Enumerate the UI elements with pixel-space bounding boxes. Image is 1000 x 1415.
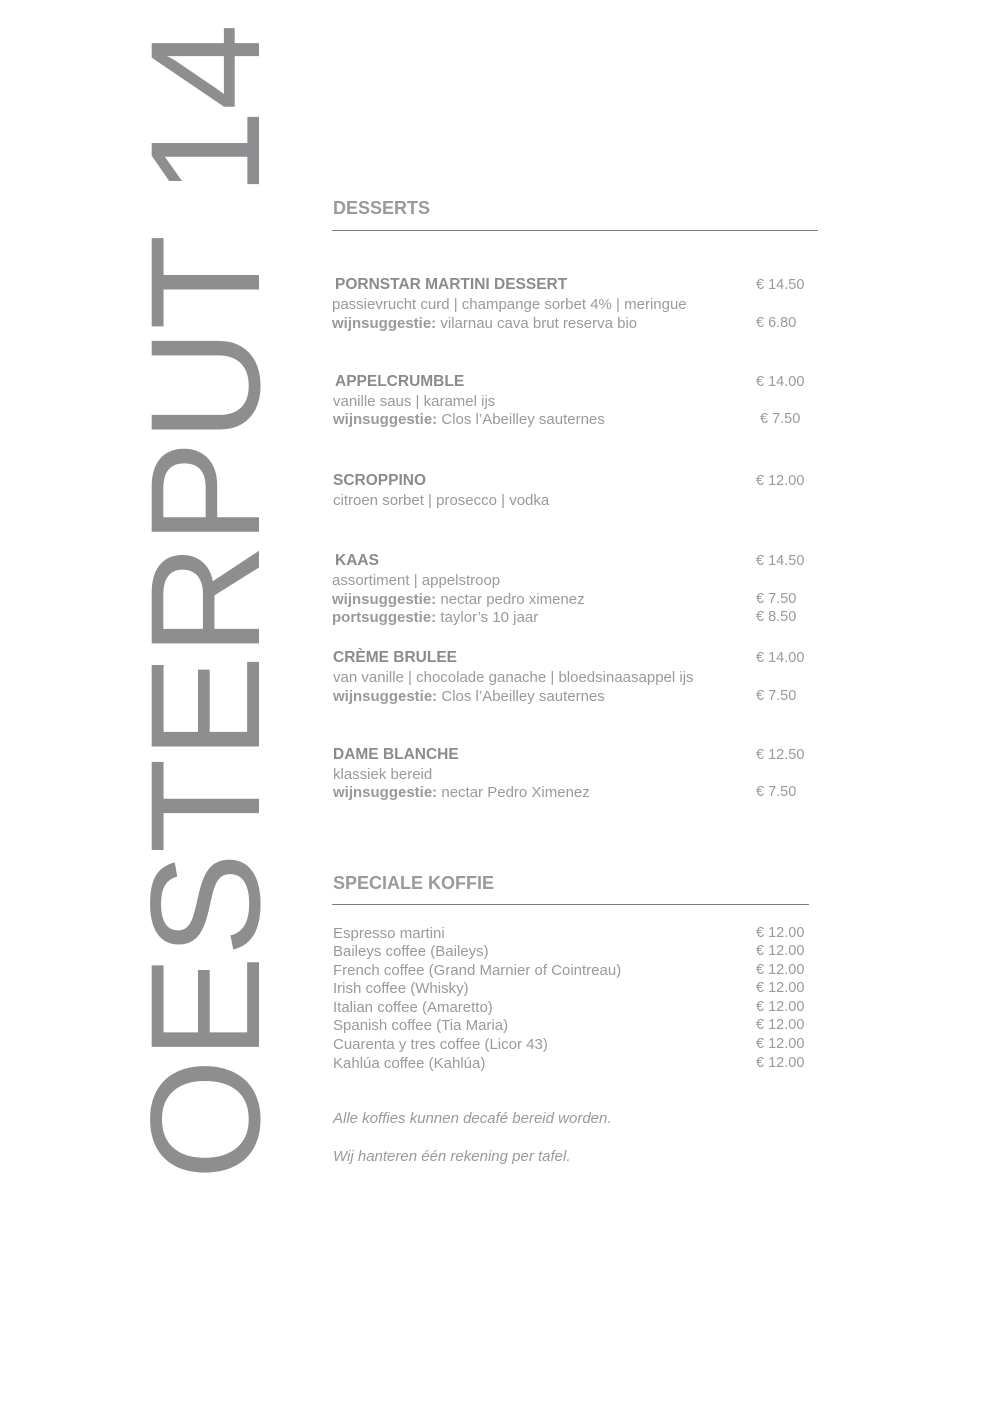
dish-price: € 14.00 <box>756 650 805 666</box>
coffee-name: Kahlúa coffee (Kahlúa) <box>333 1055 486 1072</box>
suggestion-text: nectar pedro ximenez <box>440 591 585 608</box>
dish-price: € 12.50 <box>756 747 805 763</box>
coffee-price: € 12.00 <box>756 1055 805 1071</box>
dish-name: APPELCRUMBLE <box>335 373 465 390</box>
dish-description: assortiment | appelstroop <box>332 572 501 589</box>
dish-name: KAAS <box>335 552 379 569</box>
coffee-name: Baileys coffee (Baileys) <box>333 943 489 960</box>
coffee-name: Espresso martini <box>333 925 445 942</box>
coffee-name: French coffee (Grand Marnier of Cointreau) <box>333 962 622 979</box>
dish-name: CRÈME BRULEE <box>333 649 458 666</box>
dish-price: € 14.00 <box>756 374 805 390</box>
coffee-price: € 12.00 <box>756 962 805 978</box>
wine-suggestion <box>333 411 605 428</box>
decaf-note: Alle koffies kunnen decafé bereid worden. <box>333 1110 612 1127</box>
coffee-price: € 12.00 <box>756 1017 805 1033</box>
suggestion-price: € 6.80 <box>756 315 797 331</box>
dish-description: klassiek bereid <box>333 766 433 783</box>
suggestion-text: taylor’s 10 jaar <box>440 609 539 626</box>
suggestion-label: wijnsuggestie: <box>332 315 437 332</box>
suggestion-price: € 7.50 <box>756 688 797 704</box>
coffee-price: € 12.00 <box>756 943 805 959</box>
dish-price: € 14.50 <box>756 277 805 293</box>
wine-suggestion <box>332 591 585 608</box>
restaurant-name: OESTERPUT 14 <box>119 24 293 1180</box>
dish-description: van vanille | chocolade ganache | bloedsinaasappel ijs <box>333 669 694 686</box>
dish-name: SCROPPINO <box>333 472 427 489</box>
dish-price: € 14.50 <box>756 553 805 569</box>
coffee-price: € 12.00 <box>756 980 805 996</box>
desserts-divider <box>332 230 818 231</box>
wine-suggestion <box>332 315 637 332</box>
dish-name: DAME BLANCHE <box>333 746 459 763</box>
suggestion-text: Clos l’Abeilley sauternes <box>441 688 605 705</box>
dish-price: € 12.00 <box>756 473 805 489</box>
coffee-name: Cuarenta y tres coffee (Licor 43) <box>333 1036 548 1053</box>
wine-suggestion <box>333 688 605 705</box>
dish-description: vanille saus | karamel ijs <box>333 393 496 410</box>
dish-description: citroen sorbet | prosecco | vodka <box>333 492 550 509</box>
coffee-name: Irish coffee (Whisky) <box>333 980 469 997</box>
desserts-heading: DESSERTS <box>333 198 431 218</box>
port-suggestion <box>332 609 538 626</box>
suggestion-price: € 7.50 <box>760 411 801 427</box>
suggestion-label: wijnsuggestie: <box>333 688 438 705</box>
suggestion-label: portsuggestie: <box>332 609 437 626</box>
dish-description: passievrucht curd | champange sorbet 4% | meringue <box>332 296 687 313</box>
coffee-name: Italian coffee (Amaretto) <box>333 999 493 1016</box>
coffee-price: € 12.00 <box>756 999 805 1015</box>
dish-name: PORNSTAR MARTINI DESSERT <box>335 276 568 293</box>
coffee-price: € 12.00 <box>756 1036 805 1052</box>
suggestion-price: € 7.50 <box>756 784 797 800</box>
suggestion-label: wijnsuggestie: <box>333 411 438 428</box>
coffee-name: Spanish coffee (Tia Maria) <box>333 1017 509 1034</box>
coffee-price: € 12.00 <box>756 925 805 941</box>
wine-suggestion <box>333 784 590 801</box>
suggestion-text: vilarnau cava brut reserva bio <box>440 315 638 332</box>
suggestion-label: wijnsuggestie: <box>332 591 437 608</box>
suggestion-price: € 8.50 <box>756 609 797 625</box>
koffie-heading: SPECIALE KOFFIE <box>333 873 495 893</box>
suggestion-price: € 7.50 <box>756 591 797 607</box>
suggestion-text: nectar Pedro Ximenez <box>441 784 590 801</box>
suggestion-text: Clos l’Abeilley sauternes <box>441 411 605 428</box>
koffie-divider <box>332 904 809 905</box>
suggestion-label: wijnsuggestie: <box>333 784 438 801</box>
bill-note: Wij hanteren één rekening per tafel. <box>333 1148 571 1165</box>
